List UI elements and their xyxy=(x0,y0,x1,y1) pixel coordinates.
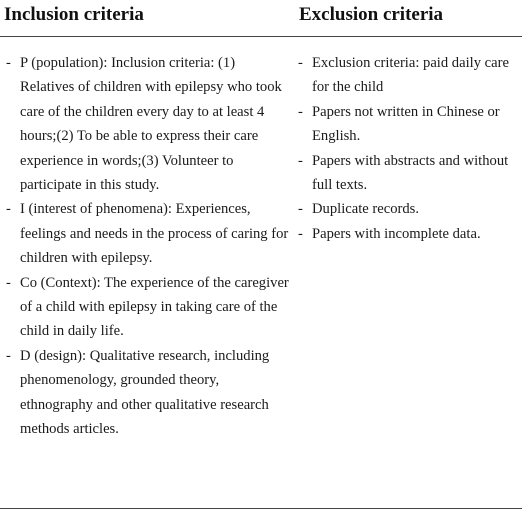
exclusion-item-no-full-text xyxy=(298,149,520,198)
exclusion-item-text: Papers with abstracts and without full texts. xyxy=(312,152,509,194)
exclusion-item-duplicates xyxy=(298,197,520,221)
exclusion-item-incomplete-data xyxy=(298,222,520,246)
exclusion-item-text: Papers with incomplete data. xyxy=(312,225,481,242)
inclusion-item-context xyxy=(6,271,292,344)
inclusion-item-text: D (design): Qualitative research, including phenomenology, grounded theory, ethnography and other qualitative research methods articles. xyxy=(20,347,270,438)
inclusion-item-population xyxy=(6,51,292,197)
exclusion-item-language xyxy=(298,100,520,149)
bullet-dash: - xyxy=(6,347,11,364)
inclusion-criteria-list xyxy=(6,51,292,442)
bullet-dash: - xyxy=(298,225,303,242)
bullet-dash: - xyxy=(6,55,11,71)
bullet-dash: - xyxy=(298,152,303,169)
table-header-row xyxy=(0,0,522,36)
exclusion-item-text: Exclusion criteria: paid daily care for the child xyxy=(312,55,509,96)
exclusion-item-text: Duplicate records. xyxy=(312,201,419,218)
table-bottom-rule xyxy=(0,508,522,509)
bullet-dash: - xyxy=(298,103,303,120)
inclusion-item-text: I (interest of phenomena): Experiences, feelings and needs in the process of caring for children with epilepsy. xyxy=(20,201,289,267)
exclusion-criteria-list xyxy=(298,51,520,246)
bullet-dash: - xyxy=(6,274,11,291)
inclusion-item-text: Co (Context): The experience of the caregiver of a child with epilepsy in taking care of the child in daily life. xyxy=(20,274,289,340)
bullet-dash: - xyxy=(298,201,303,218)
inclusion-item-design xyxy=(6,344,292,442)
inclusion-criteria-header: Inclusion criteria xyxy=(4,4,144,25)
header-rule xyxy=(0,36,522,37)
inclusion-item-interest xyxy=(6,197,292,270)
bullet-dash: - xyxy=(6,201,11,218)
exclusion-item-paid-care xyxy=(298,51,520,100)
inclusion-item-text: P (population): Inclusion criteria: (1) Relatives of children with epilepsy who took care of the children every day to at least 4 hours;(2) To be able to express their care experience in words;(3) Volunteer to participate in this study. xyxy=(20,55,282,194)
exclusion-item-text: Papers not written in Chinese or English. xyxy=(312,103,500,145)
exclusion-criteria-header: Exclusion criteria xyxy=(299,4,444,25)
bullet-dash: - xyxy=(298,55,303,71)
